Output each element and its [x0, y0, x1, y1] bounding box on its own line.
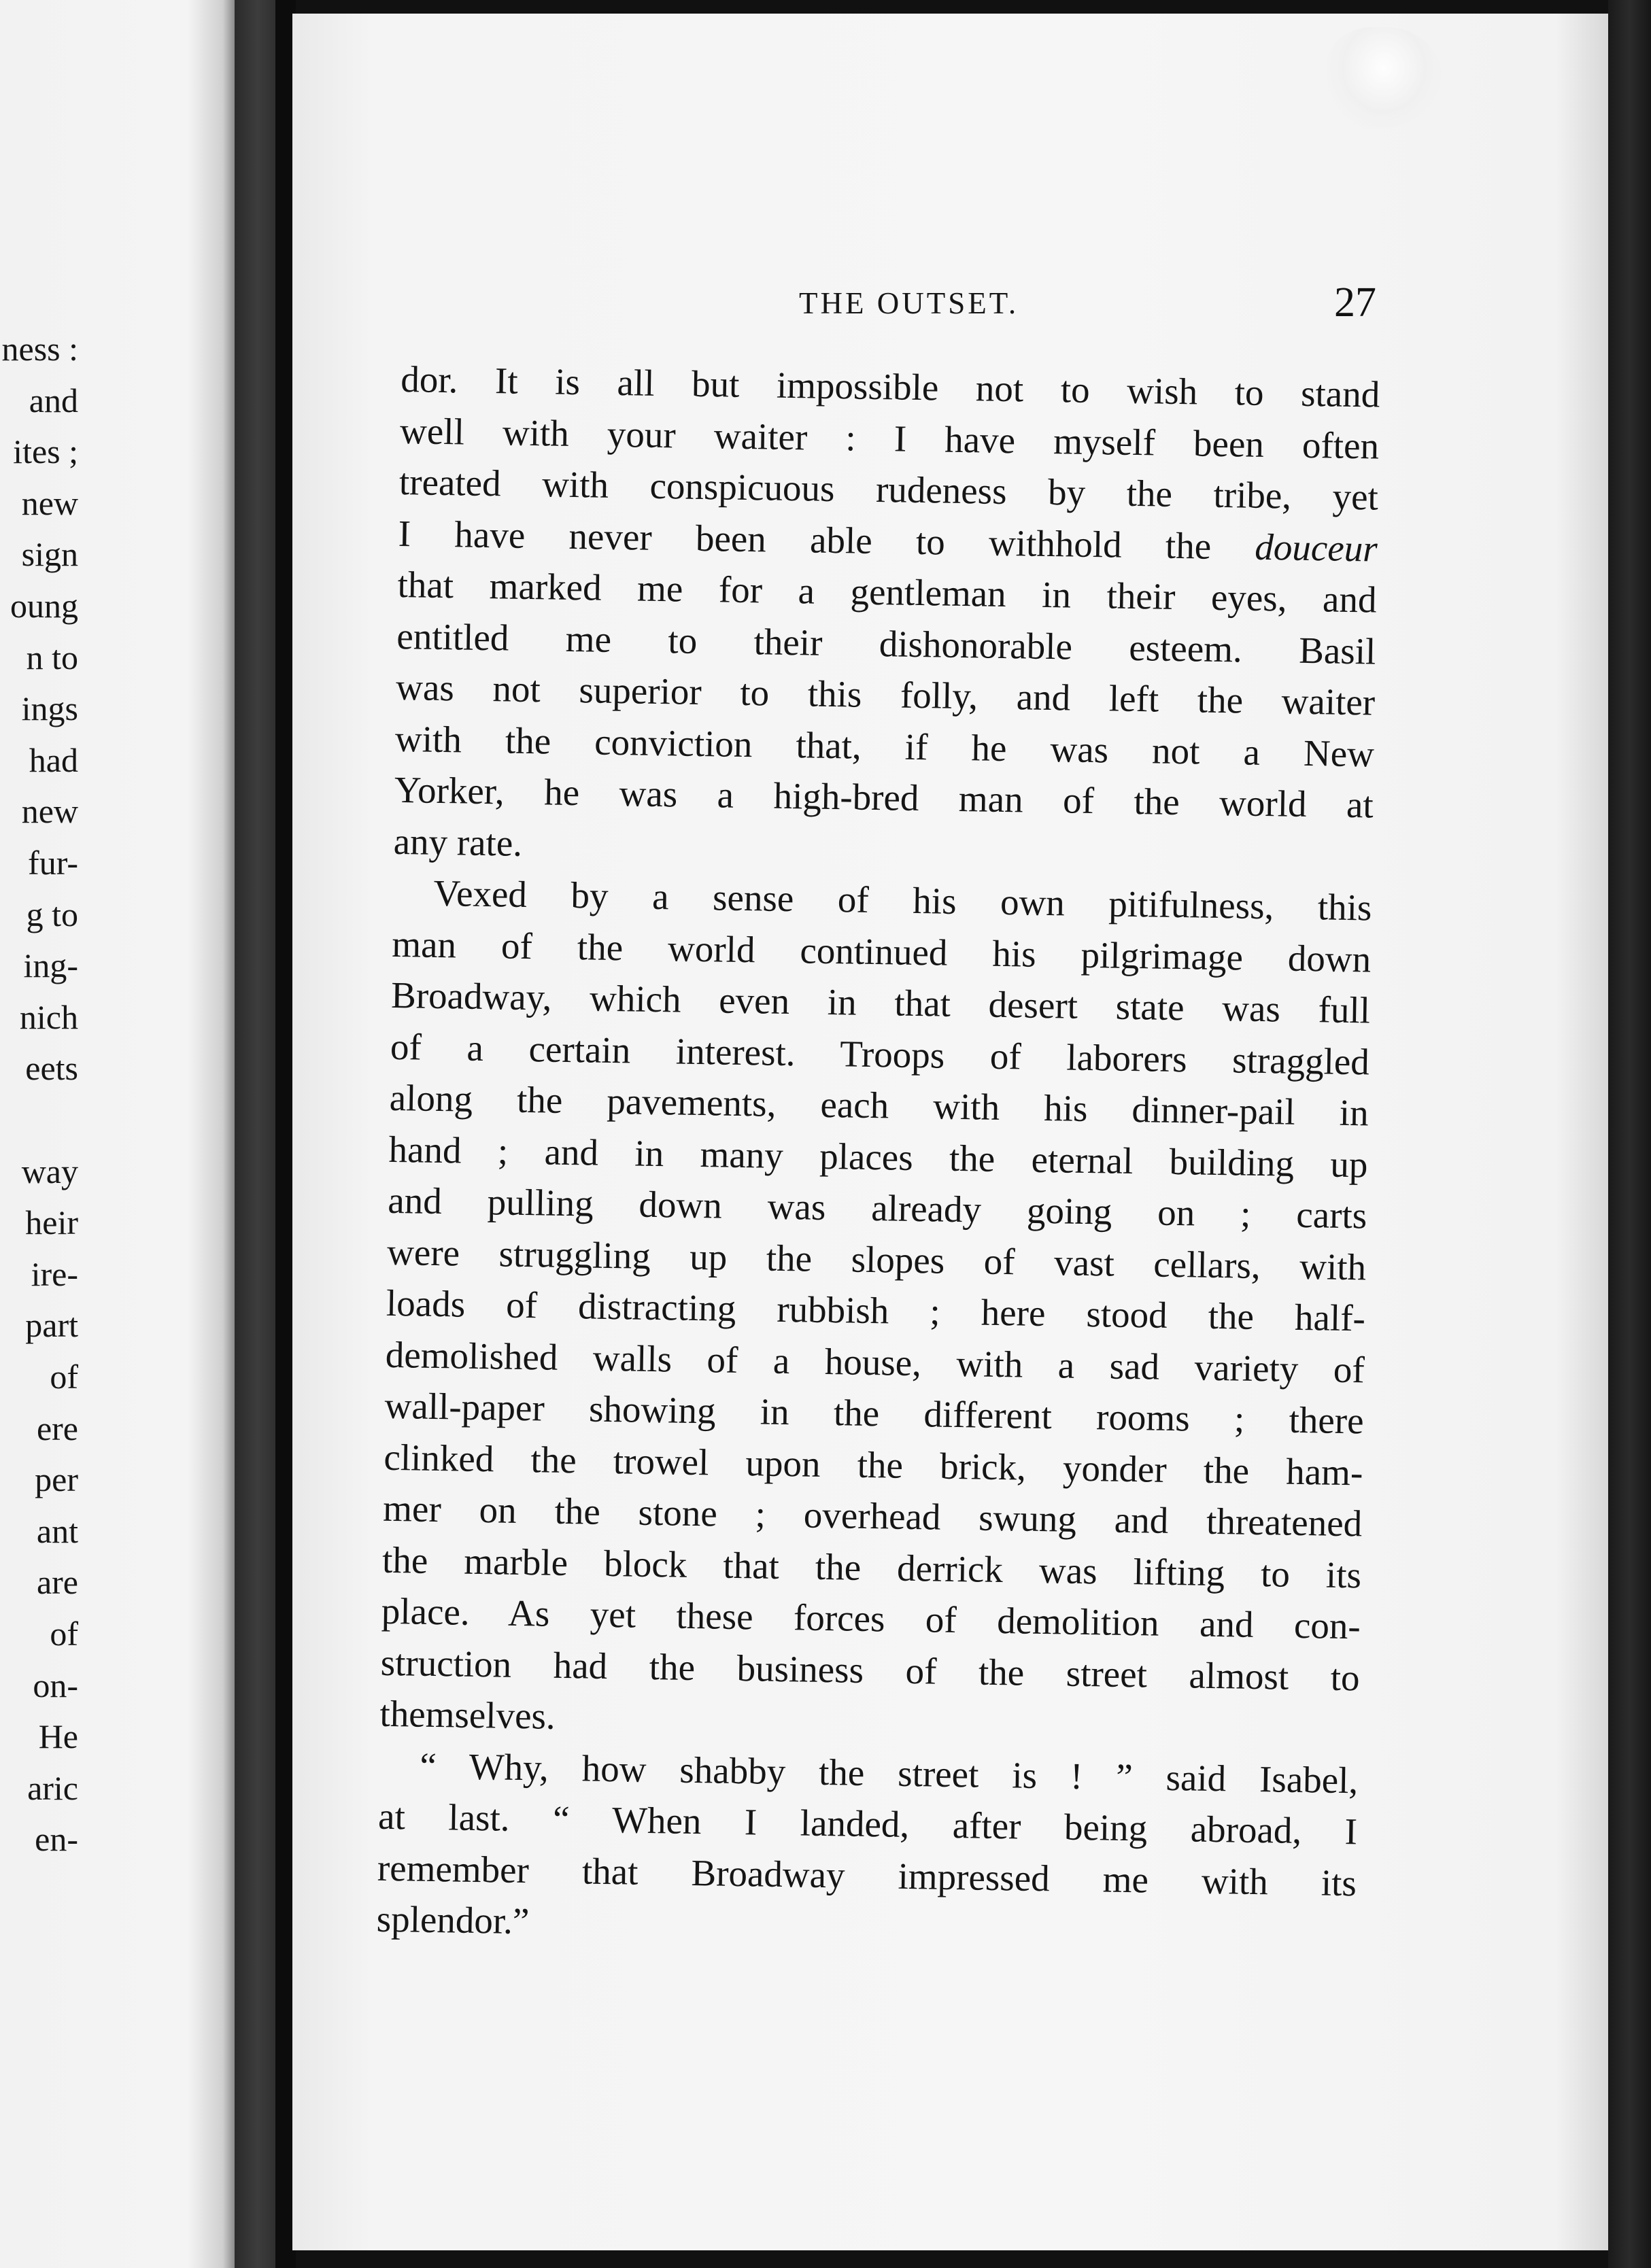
text-line: themselves.: [379, 1692, 556, 1737]
text-line: mer on the stone ; overhead swung and threatened: [382, 1487, 1363, 1545]
text-line: Vexed by a sense of his own pitifulness, this: [433, 872, 1372, 929]
left-page-line: nich: [19, 997, 78, 1036]
text-line: splendor.”: [376, 1897, 530, 1942]
text-line: loads of distracting rubbish ; here stood the half-: [386, 1282, 1366, 1339]
paper-stain: [1326, 27, 1442, 129]
left-page-line: eets: [25, 1049, 78, 1088]
running-head: THE OUTSET.: [799, 286, 1019, 320]
left-page-line: new: [21, 483, 78, 522]
page-number: 27: [1334, 279, 1376, 326]
left-page-line: ing-: [23, 946, 78, 985]
text-line: Broadway, which even in that desert state was full: [390, 974, 1371, 1031]
left-page-line: ere: [36, 1409, 78, 1447]
left-page-line: n to: [26, 638, 78, 676]
left-page-line: ness :: [1, 330, 78, 368]
text-line: demolished walls of a house, with a sad variety of: [385, 1333, 1365, 1390]
text-line: any rate.: [393, 820, 523, 864]
left-page-line: ites ;: [13, 432, 78, 471]
text-line: Yorker, he was a high-bred man of the world at: [394, 768, 1374, 826]
body-text: [376, 354, 1380, 1960]
left-page-fragment: [0, 0, 235, 2268]
left-page-line: g to: [26, 895, 78, 933]
text-line: were struggling up the slopes of vast cellars, with: [386, 1231, 1367, 1288]
text-line: remember that Broadway impressed me with its: [377, 1846, 1357, 1904]
left-page-line: new: [21, 792, 78, 831]
italic-word: douceur: [1254, 526, 1378, 570]
page-edge-shadow: [1608, 0, 1651, 2268]
text-line: well with your waiter : I have myself been often: [399, 409, 1380, 467]
text-line: place. As yet these forces of demolition and con-: [381, 1590, 1361, 1647]
text-line: entitled me to their dishonorable esteem. Basil: [396, 615, 1376, 672]
text-line: I have never been able to withhold the douceur: [398, 512, 1378, 570]
text-line: dor. It is all but impossible not to wish to stand: [400, 358, 1380, 415]
text-line: and pulling down was already going on ; carts: [387, 1179, 1367, 1237]
left-page-line: had: [29, 740, 78, 779]
left-page-line: en-: [35, 1820, 78, 1859]
left-page-line: are: [36, 1563, 78, 1602]
left-page-line: ings: [21, 689, 78, 728]
text-line: hand ; and in many places the eternal building up: [388, 1128, 1368, 1185]
text-line: of a certain interest. Troops of laborers straggled: [390, 1025, 1370, 1082]
text-line: with the conviction that, if he was not a New: [394, 717, 1375, 775]
left-page-line: fur-: [28, 844, 78, 882]
left-page-line: He: [38, 1717, 78, 1756]
text-line: treated with conspicuous rudeness by the tribe, yet: [398, 460, 1379, 518]
left-page-line: sign: [21, 535, 78, 574]
left-page-line: ire-: [31, 1254, 78, 1293]
left-page-line: per: [35, 1460, 78, 1499]
left-page-line: aric: [27, 1768, 78, 1807]
left-page-line: of: [50, 1615, 78, 1653]
left-page-line: way: [21, 1152, 78, 1190]
left-page-line: and: [29, 381, 78, 419]
left-page-line: on-: [33, 1666, 78, 1704]
text-line: “ Why, how shabby the street is ! ” said Isabel,: [419, 1745, 1359, 1801]
text-line: clinked the trowel upon the brick, yonder the ham-: [384, 1436, 1363, 1493]
text-line: at last. “ When I landed, after being abroad, I: [377, 1795, 1358, 1853]
left-page-line: part: [25, 1306, 78, 1345]
text-line: struction had the business of the street almost to: [380, 1641, 1361, 1698]
left-page-line: ant: [36, 1511, 78, 1550]
text-line: man of the world continued his pilgrimage down: [391, 923, 1372, 980]
text-line: the marble block that the derrick was lifting to its: [381, 1539, 1362, 1596]
text-line: that marked me for a gentleman in their eyes, and: [397, 563, 1377, 621]
text-line: was not superior to this folly, and left the waiter: [395, 666, 1376, 723]
left-page-line: of: [50, 1358, 78, 1396]
text-line: wall-paper showing in the different rooms ; there: [384, 1384, 1364, 1442]
left-page-line: heir: [25, 1203, 78, 1242]
text-line: along the pavements, each with his dinner-pail in: [389, 1076, 1369, 1134]
left-page-line: oung: [10, 587, 78, 625]
